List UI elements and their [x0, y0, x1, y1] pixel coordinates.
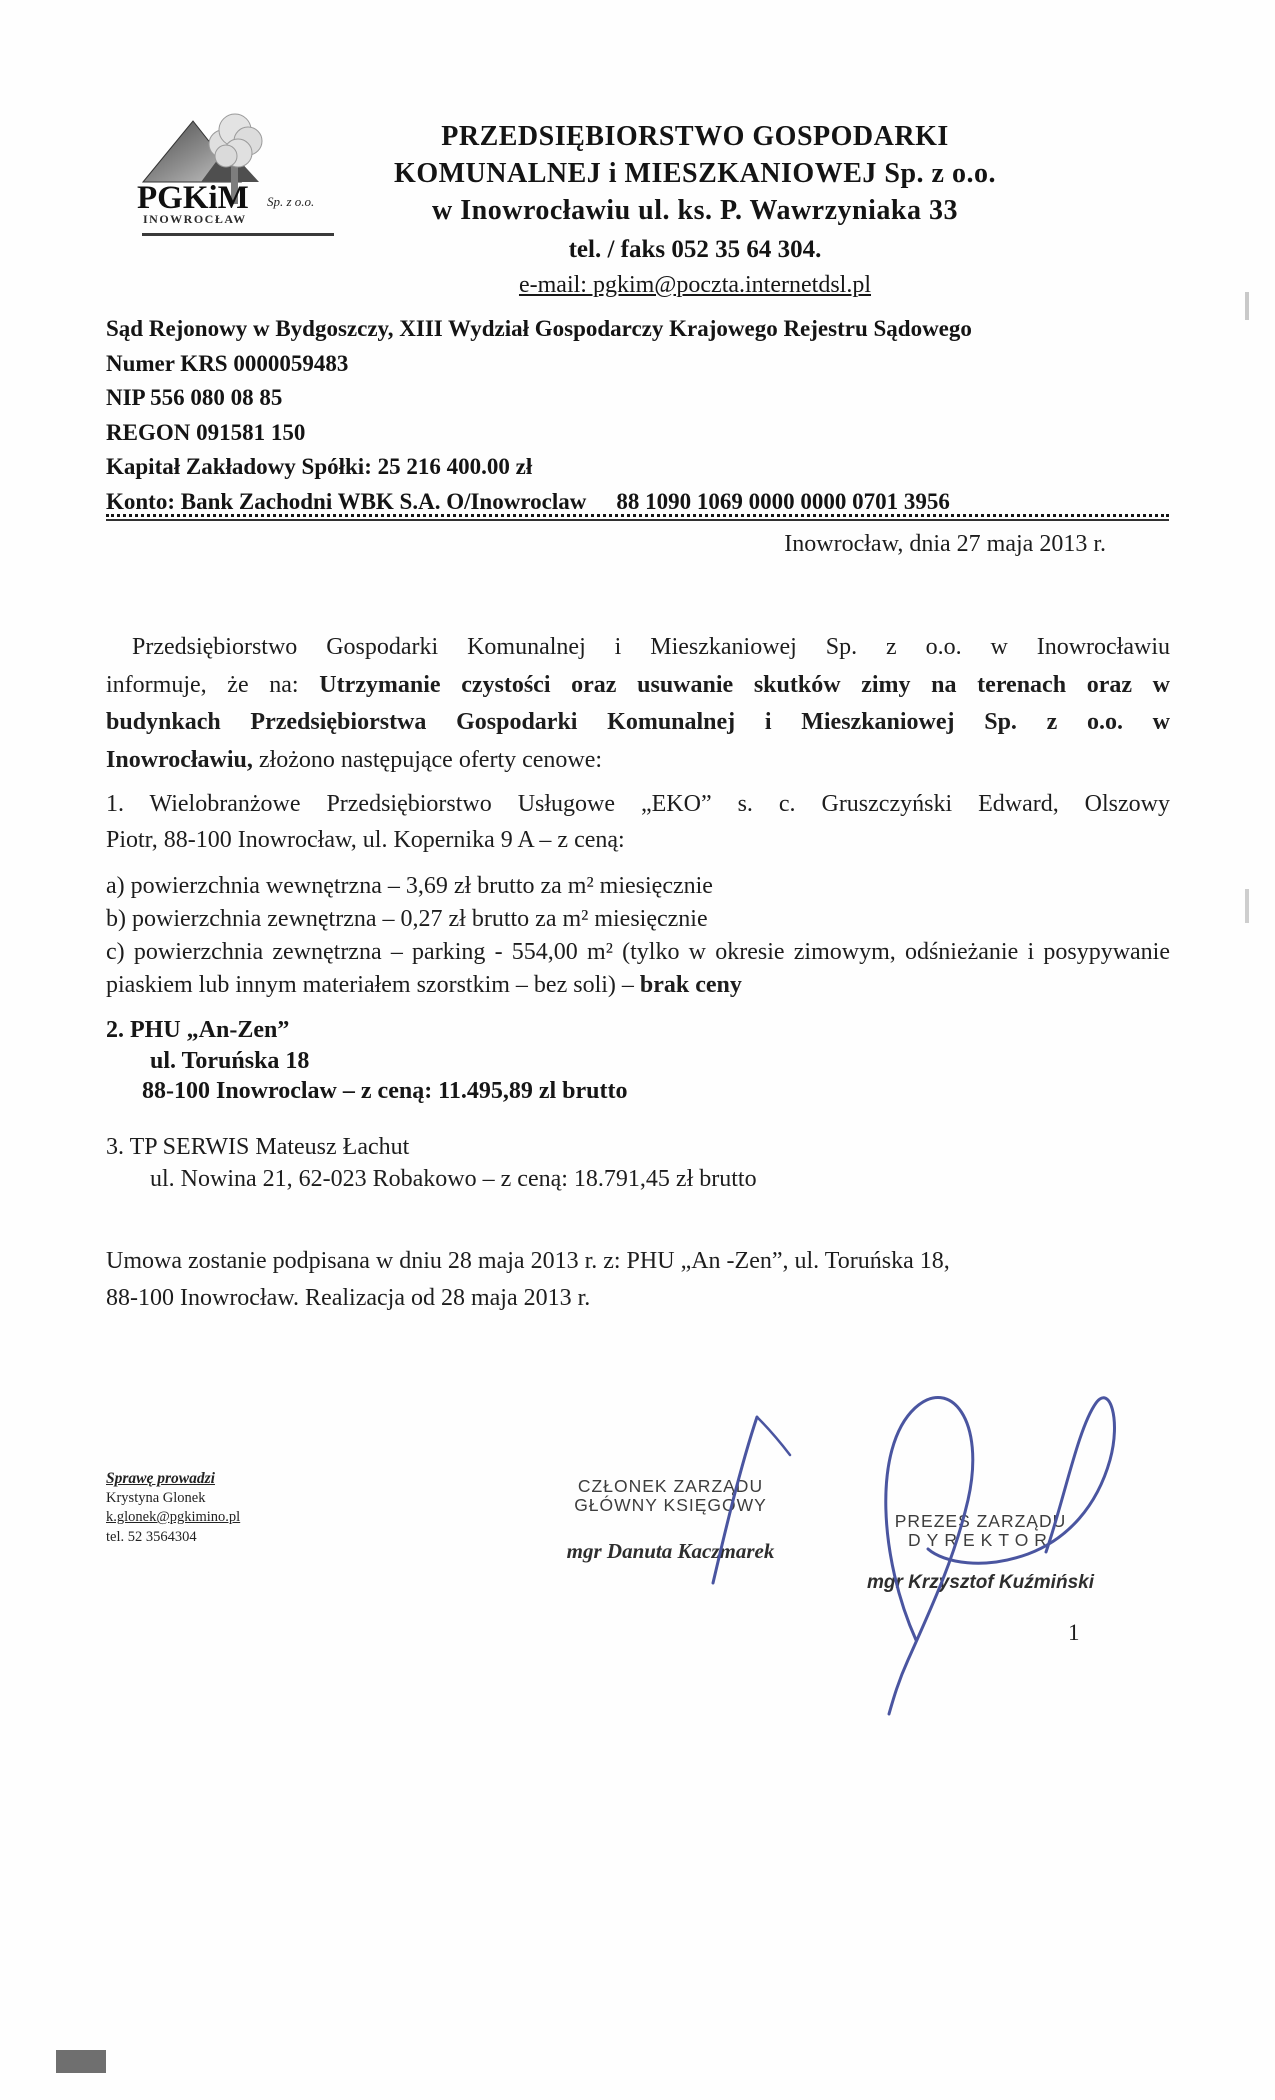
case-officer-phone: tel. 52 3564304 [106, 1528, 197, 1545]
scan-artifact-mark [1245, 292, 1249, 320]
offer-3-line-2: ul. Nowina 21, 62-023 Robakowo – z ceną: 18.791,45 zł brutto [150, 1166, 757, 1192]
scan-artifact-mark [1245, 889, 1249, 923]
president-stamp [858, 1512, 1103, 1594]
closing-line-2: 88-100 Inowrocław. Realizacja od 28 maja 2013 r. [106, 1285, 591, 1311]
offer-2 [106, 1015, 1170, 1107]
phone-fax-line: tel. / faks 052 35 64 304. [568, 236, 822, 263]
offer-1-line-1: 1. Wielobranżowe Przedsiębiorstwo Usługowe „EKO” s. c. Gruszczyński Edward, Olszowy [106, 791, 1170, 817]
price-item-c [106, 936, 1170, 1002]
president-title-1: PREZES ZARZĄDU [894, 1511, 1067, 1531]
president-name: mgr Krzysztof Kuźmiński [867, 1572, 1094, 1593]
company-address-line: w Inowrocławiu ul. ks. P. Wawrzyniaka 33 [432, 195, 958, 226]
offer-1-prices [106, 870, 1170, 1002]
nip-line: NIP 556 080 08 85 [106, 385, 283, 410]
dotted-separator [106, 514, 1169, 521]
intro-line-2-bold: Utrzymanie czystości oraz usuwanie skutków zimy na terenach oraz w [319, 671, 1170, 698]
accountant-title-2: GŁÓWNY KSIĘGOWY [574, 1494, 767, 1515]
company-name-line2: KOMUNALNEJ i MIESZKANIOWEJ Sp. z o.o. [394, 158, 996, 189]
registration-info [106, 312, 1181, 519]
company-logo-icon [135, 110, 340, 230]
case-officer-email: k.glonek@pgkimino.pl [106, 1509, 241, 1525]
company-logo [135, 110, 340, 230]
offer-3-line-1: 3. TP SERWIS Mateusz Łachut [106, 1134, 410, 1160]
intro-line-3: budynkach Przedsiębiorstwa Gospodarki Komunalnej i Mieszkaniowej Sp. z o.o. w [106, 709, 1170, 735]
intro-line-4 [106, 742, 1170, 780]
capital-line: Kapitał Zakładowy Spółki: 25 216 400.00 zł [106, 454, 533, 479]
court-register-line: Sąd Rejonowy w Bydgoszczy, XIII Wydział Gospodarczy Krajowego Rejestru Sądowego [106, 316, 972, 341]
offer-2-line-1: 2. PHU „An-Zen” [106, 1017, 290, 1043]
price-item-c-bold: brak ceny [639, 972, 742, 998]
offer-2-line-3: 88-100 Inowroclaw – z ceną: 11.495,89 zl brutto [142, 1078, 628, 1104]
case-officer-heading: Sprawę prowadzi [106, 1470, 215, 1487]
offer-2-line-2: ul. Toruńska 18 [150, 1047, 310, 1074]
price-item-a: a) powierzchnia wewnętrzna – 3,69 zł brutto za m² miesięcznie [106, 873, 713, 899]
bank-account-label: Konto: Bank Zachodni WBK S.A. O/Inowroclaw [106, 488, 587, 514]
intro-line-2-normal: informuje, że na: [106, 671, 320, 698]
closing-paragraph [106, 1243, 1170, 1317]
company-name-line1: PRZEDSIĘBIORSTWO GOSPODARKI [441, 121, 949, 152]
logo-city: INOWROCŁAW [143, 212, 247, 226]
logo-underline [142, 233, 334, 236]
offer-1 [106, 786, 1170, 858]
bank-account-number: 88 1090 1069 0000 0000 0701 3956 [616, 488, 950, 514]
accountant-signature-stroke [757, 1417, 790, 1455]
solid-line [106, 519, 1169, 521]
intro-line-4-normal: złożono następujące oferty cenowe: [252, 746, 603, 773]
krs-line: Numer KRS 0000059483 [106, 350, 349, 376]
intro-line-2 [106, 667, 1170, 705]
closing-line-1: Umowa zostanie podpisana w dniu 28 maja 2013 r. z: PHU „An -Zen”, ul. Toruńska 18, [106, 1248, 950, 1274]
letterhead [330, 118, 1060, 299]
regon-line: REGON 091581 150 [106, 419, 306, 445]
accountant-title-1: CZŁONEK ZARZĄDU [577, 1476, 764, 1496]
case-officer-name: Krystyna Glonek [106, 1489, 206, 1506]
logo-suffix: Sp. z o.o. [267, 194, 315, 209]
offer-3 [106, 1131, 1170, 1195]
offer-1-line-2: Piotr, 88-100 Inowrocław, ul. Kopernika 9 A – z ceną: [106, 827, 625, 853]
intro-line-1: Przedsiębiorstwo Gospodarki Komunalnej i Mieszkaniowej Sp. z o.o. w Inowrocławiu [132, 634, 1170, 660]
logo-acronym: PGKiM [137, 180, 249, 216]
case-officer-block [106, 1469, 240, 1547]
intro-line-4-bold: Inowrocławiu, [106, 746, 253, 773]
scan-artifact-mark [56, 2050, 106, 2073]
price-item-b: b) powierzchnia zewnętrzna – 0,27 zł brutto za m² miesięcznie [106, 906, 708, 932]
accountant-name: mgr Danuta Kaczmarek [566, 1539, 775, 1563]
email-line: e-mail: pgkim@poczta.internetdsl.pl [518, 272, 871, 298]
dotted-line [106, 514, 1169, 517]
price-item-c-text: c) powierzchnia zewnętrzna – parking - 554,00 m² (tylko w okresie zimowym, odśnieżanie i posypywanie piaskiem lub innym materiałem szorstkim – bez soli) – [106, 939, 1170, 998]
page-number: 1 [1068, 1620, 1080, 1645]
date-line: Inowrocław, dnia 27 maja 2013 r. [784, 531, 1106, 557]
president-title-2: DYREKTOR [908, 1529, 1053, 1550]
chief-accountant-stamp [558, 1477, 783, 1564]
intro-paragraph [106, 629, 1170, 779]
